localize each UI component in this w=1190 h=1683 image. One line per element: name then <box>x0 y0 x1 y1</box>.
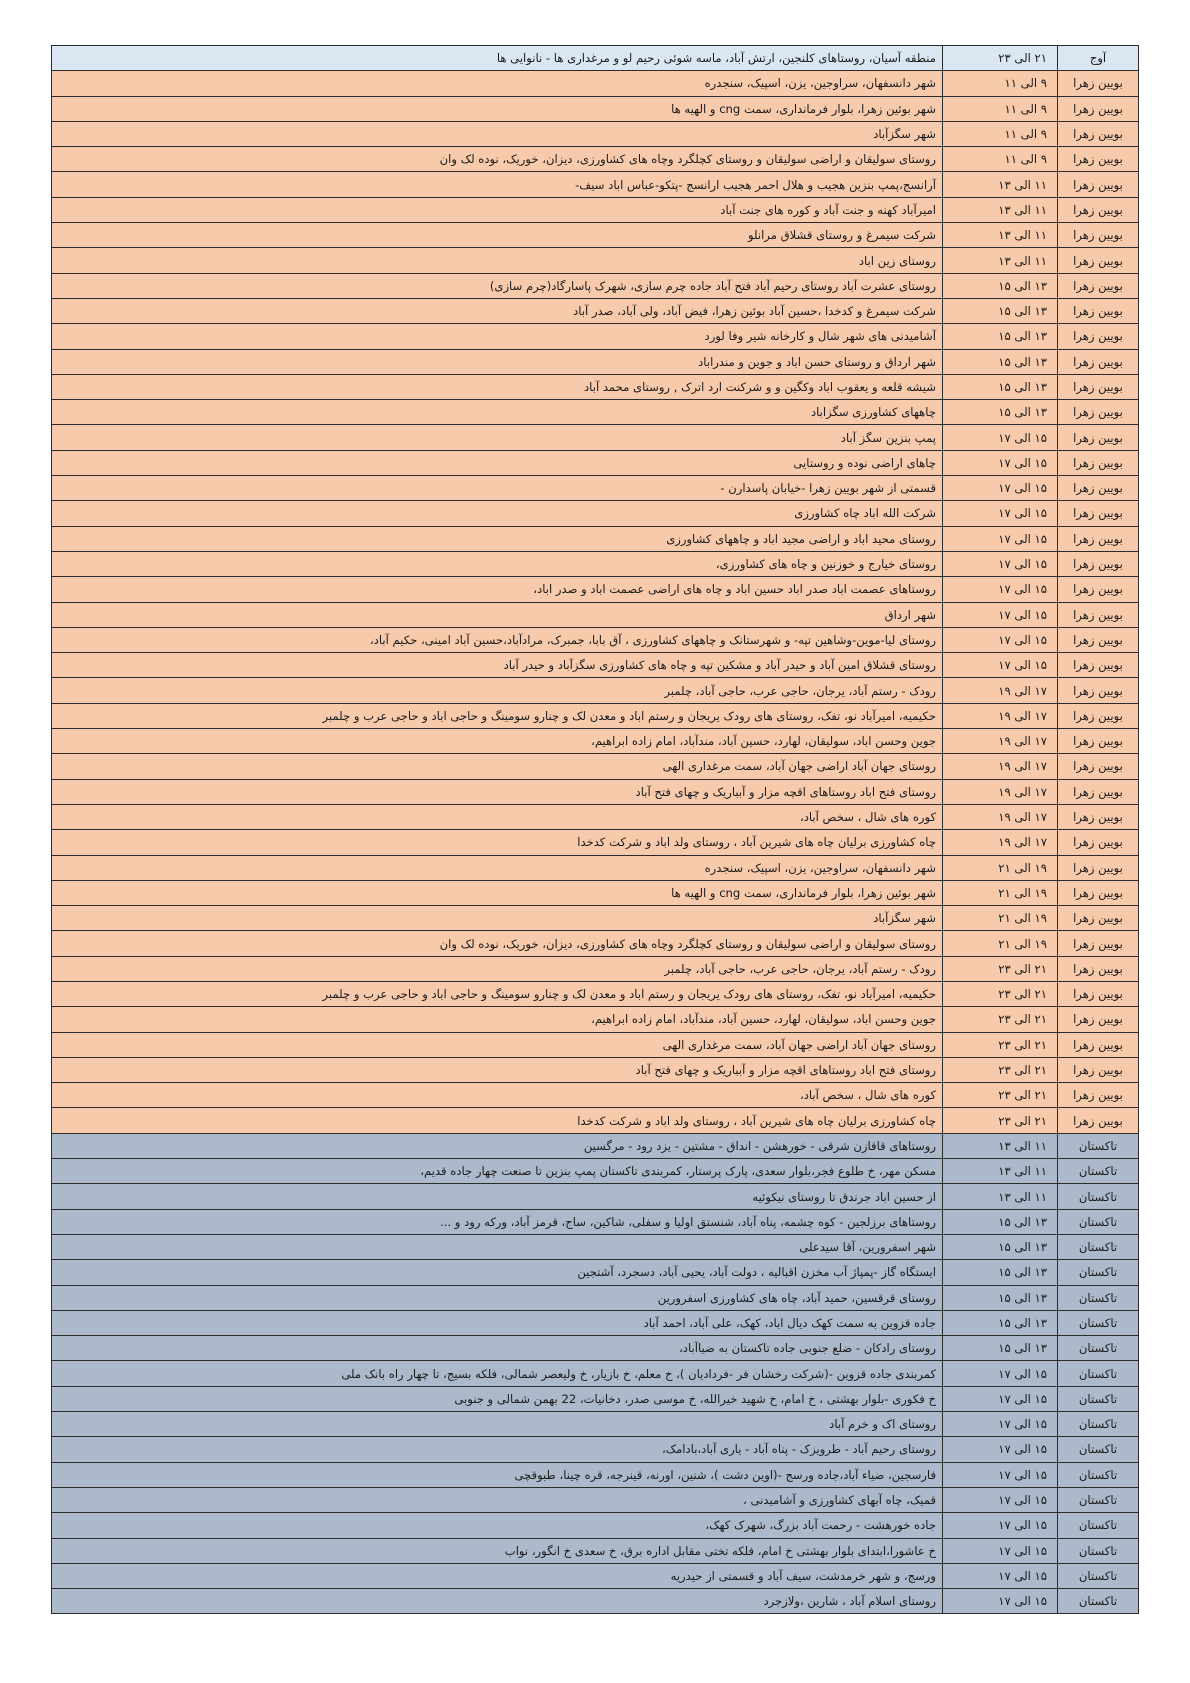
city-cell: تاکستان <box>1058 1538 1139 1563</box>
table-row <box>52 1310 1139 1335</box>
city-cell: تاکستان <box>1058 1437 1139 1462</box>
area-cell: روستای سولیقان و اراضی سولیقان و روستای کچلگرد وچاه های کشاورزی، دیزان، خوریک، نوده لک وان <box>52 147 943 172</box>
time-range-cell: ۱۷ الی ۱۹ <box>943 830 1058 855</box>
time-range-cell: ۱۵ الی ۱۷ <box>943 450 1058 475</box>
area-cell: شهر سگزآباد <box>52 906 943 931</box>
area-cell: شرکت سیمرغ و کدخدا ،حسین آباد بوئین زهرا، فیض آباد، ولی آباد، صدر آباد <box>52 298 943 323</box>
area-cell: روستای جهان آباد اراضی جهان آباد، سمت مرغداری الهی <box>52 754 943 779</box>
city-cell: بویین زهرا <box>1058 273 1139 298</box>
city-cell: تاکستان <box>1058 1462 1139 1487</box>
area-cell: شهر دانسفهان، سراوجین، یزن، اسپیک، سنجدره <box>52 71 943 96</box>
area-cell: شهر ارداق <box>52 602 943 627</box>
area-cell: شیشه قلعه و یعقوب اباد وکگین و و شرکنت ارد اترک , روستای محمد آباد <box>52 374 943 399</box>
table-row <box>52 425 1139 450</box>
time-range-cell: ۹ الی ۱۱ <box>943 147 1058 172</box>
area-cell: شرکت سیمرغ و روستای قشلاق مرانلو <box>52 223 943 248</box>
table-row <box>52 1032 1139 1057</box>
city-cell: بویین زهرا <box>1058 703 1139 728</box>
city-cell: بویین زهرا <box>1058 981 1139 1006</box>
city-cell: تاکستان <box>1058 1184 1139 1209</box>
city-cell: بویین زهرا <box>1058 931 1139 956</box>
city-cell: تاکستان <box>1058 1159 1139 1184</box>
table-row <box>52 703 1139 728</box>
time-range-cell: ۲۱ الی ۲۳ <box>943 1057 1058 1082</box>
area-cell: پمپ بنزین سگز آباد <box>52 425 943 450</box>
area-cell: آرانسج،پمپ بنزین هجیب و هلال احمر هجیب ارانسج -پتکو-عباس اباد سیف- <box>52 172 943 197</box>
table-row <box>52 1487 1139 1512</box>
table-row <box>52 324 1139 349</box>
time-range-cell: ۱۵ الی ۱۷ <box>943 1437 1058 1462</box>
table-row <box>52 1386 1139 1411</box>
area-cell: روستای لیا-موین-وشاهین تپه- و شهرستانک و چاههای کشاورزی ، آق بابا، جمبرک، مرادآباد،حسین آباد امینی، حکیم آباد، <box>52 627 943 652</box>
table-row <box>52 121 1139 146</box>
city-cell: بویین زهرا <box>1058 577 1139 602</box>
table-row <box>52 197 1139 222</box>
time-range-cell: ۱۱ الی ۱۳ <box>943 1184 1058 1209</box>
table-row <box>52 1589 1139 1614</box>
table-row <box>52 627 1139 652</box>
area-cell: روستای اک و خرم آباد <box>52 1412 943 1437</box>
time-range-cell: ۲۱ الی ۲۳ <box>943 1032 1058 1057</box>
time-range-cell: ۹ الی ۱۱ <box>943 96 1058 121</box>
time-range-cell: ۱۱ الی ۱۳ <box>943 223 1058 248</box>
table-row-header <box>52 46 1139 71</box>
city-cell: بویین زهرا <box>1058 602 1139 627</box>
time-range-cell: ۱۵ الی ۱۷ <box>943 526 1058 551</box>
time-range-cell: ۱۷ الی ۱۹ <box>943 703 1058 728</box>
area-cell: قمیک، چاه آبهای کشاورزی و آشامیدنی ، <box>52 1487 943 1512</box>
table-row <box>52 729 1139 754</box>
time-range-cell: ۱۵ الی ۱۷ <box>943 577 1058 602</box>
outage-schedule-body <box>52 46 1139 1614</box>
table-row <box>52 476 1139 501</box>
table-row <box>52 981 1139 1006</box>
table-row <box>52 1260 1139 1285</box>
area-cell: کوره های شال ، سخص آباد، <box>52 1083 943 1108</box>
area-cell: ایستگاه گاز -پمپاژ آب مخزن اقبالیه ، دولت آباد، یحیی آباد، دسجرد، آشتجین <box>52 1260 943 1285</box>
area-cell: روستای قشلاق امین آباد و حیدر آباد و مشکین تپه و چاه های کشاورزی سگزآباد و حیدر آباد <box>52 653 943 678</box>
area-cell: فارسجین، ضیاء آباد،جاده ورسج -(اوین دشت )، شنین، اورنه، قینرجه، قره چینا، طبوقچی <box>52 1462 943 1487</box>
time-range-cell: ۱۵ الی ۱۷ <box>943 1589 1058 1614</box>
city-cell: تاکستان <box>1058 1133 1139 1158</box>
city-cell: بویین زهرا <box>1058 248 1139 273</box>
city-cell: بویین زهرا <box>1058 1108 1139 1133</box>
time-range-cell: ۱۵ الی ۱۷ <box>943 627 1058 652</box>
time-range-cell: ۱۵ الی ۱۷ <box>943 1462 1058 1487</box>
table-row <box>52 1184 1139 1209</box>
city-cell: بویین زهرا <box>1058 1057 1139 1082</box>
city-cell: بویین زهرا <box>1058 172 1139 197</box>
table-row <box>52 374 1139 399</box>
city-cell: تاکستان <box>1058 1563 1139 1588</box>
time-range-cell: ۱۹ الی ۲۱ <box>943 906 1058 931</box>
area-cell: آشامیدنی های شهر شال و کارخانه شیر وفا لورد <box>52 324 943 349</box>
table-row <box>52 1513 1139 1538</box>
time-range-cell: ۲۱ الی ۲۳ <box>943 1083 1058 1108</box>
area-cell: جوین وحسن اباد، سولیقان، لهارد، حسین آباد، مندآباد، امام زاده ابراهیم، <box>52 1007 943 1032</box>
time-range-cell: ۱۳ الی ۱۵ <box>943 400 1058 425</box>
table-row <box>52 779 1139 804</box>
time-range-cell: ۱۵ الی ۱۷ <box>943 1412 1058 1437</box>
area-cell: قسمتی از شهر بویین زهرا -خیابان پاسدارن - <box>52 476 943 501</box>
city-cell: بویین زهرا <box>1058 830 1139 855</box>
table-row <box>52 678 1139 703</box>
time-range-cell: ۱۵ الی ۱۷ <box>943 1487 1058 1512</box>
city-cell: بویین زهرا <box>1058 653 1139 678</box>
table-row <box>52 653 1139 678</box>
area-cell: روستای سولیقان و اراضی سولیقان و روستای کچلگرد وچاه های کشاورزی، دیزان، خوریک، نوده لک وان <box>52 931 943 956</box>
area-cell: چاهای اراضی نوده و روستایی <box>52 450 943 475</box>
area-cell: ورسج، و شهر خرمدشت، سیف آباد و قسمتی از حیدریه <box>52 1563 943 1588</box>
time-range-cell: ۱۵ الی ۱۷ <box>943 1538 1058 1563</box>
city-cell: بویین زهرا <box>1058 96 1139 121</box>
time-range-cell: ۱۳ الی ۱۵ <box>943 1336 1058 1361</box>
table-row <box>52 1007 1139 1032</box>
time-range-cell: ۱۵ الی ۱۷ <box>943 1563 1058 1588</box>
city-cell: بویین زهرا <box>1058 779 1139 804</box>
city-cell: بویین زهرا <box>1058 627 1139 652</box>
city-cell: بویین زهرا <box>1058 855 1139 880</box>
city-cell: بویین زهرا <box>1058 324 1139 349</box>
area-cell: رودک - رستم آباد، یرجان، حاجی عرب، حاجی آباد، چلمبر <box>52 956 943 981</box>
city-cell: بویین زهرا <box>1058 425 1139 450</box>
time-range-cell: ۱۱ الی ۱۳ <box>943 1133 1058 1158</box>
area-cell: روستای جهان آباد اراضی جهان آباد، سمت مرغداری الهی <box>52 1032 943 1057</box>
time-range-cell: ۱۵ الی ۱۷ <box>943 1386 1058 1411</box>
city-cell: بویین زهرا <box>1058 678 1139 703</box>
area-cell: حکیمیه، امیرآباد نو، تفک، روستای های رودک یریجان و رستم اباد و معدن لک و چنارو سومینگ و حاجی اباد و حاجی عرب و چلمبر <box>52 703 943 728</box>
city-cell: بویین زهرا <box>1058 880 1139 905</box>
time-range-cell: ۱۳ الی ۱۵ <box>943 1260 1058 1285</box>
table-row <box>52 906 1139 931</box>
area-cell: روستای فتح اباد روستاهای اقچه مزار و آبباریک و چهای فتح آباد <box>52 779 943 804</box>
table-row <box>52 804 1139 829</box>
time-range-cell: ۲۱ الی ۲۳ <box>943 956 1058 981</box>
area-cell: روستای فتح اباد روستاهای اقچه مزار و آبباریک و چهای فتح آباد <box>52 1057 943 1082</box>
time-range-cell: ۱۵ الی ۱۷ <box>943 551 1058 576</box>
area-cell: روستای رحیم آباد - طرویزک - پناه آباد - یاری آباد،بادامک، <box>52 1437 943 1462</box>
area-cell: روستای محید اباد و اراضی مجید اباد و چاههای کشاورزی <box>52 526 943 551</box>
time-range-cell: ۱۷ الی ۱۹ <box>943 779 1058 804</box>
time-range-cell: ۱۵ الی ۱۷ <box>943 1361 1058 1386</box>
time-range-cell: ۱۳ الی ۱۵ <box>943 1310 1058 1335</box>
time-range-cell: ۱۵ الی ۱۷ <box>943 501 1058 526</box>
time-range-cell: ۹ الی ۱۱ <box>943 71 1058 96</box>
area-cell: جاده قزوین به سمت کهک دیال اباد، کهک، علی آباد، احمد آباد <box>52 1310 943 1335</box>
area-cell: مسکن مهر، خ طلوع فجر،بلوار سعدی، پارک پرستار، کمربندی تاکستان پمپ بنزین تا صنعت چهار جاده قدیم، <box>52 1159 943 1184</box>
time-range-cell: ۲۱ الی ۲۳ <box>943 1108 1058 1133</box>
city-cell: بویین زهرا <box>1058 1083 1139 1108</box>
table-row <box>52 931 1139 956</box>
city-cell: بویین زهرا <box>1058 298 1139 323</box>
table-row <box>52 1538 1139 1563</box>
table-row <box>52 147 1139 172</box>
city-cell: بویین زهرا <box>1058 147 1139 172</box>
city-cell: تاکستان <box>1058 1589 1139 1614</box>
city-cell: بویین زهرا <box>1058 71 1139 96</box>
time-range-cell: ۱۹ الی ۲۱ <box>943 855 1058 880</box>
city-cell: تاکستان <box>1058 1285 1139 1310</box>
city-cell: تاکستان <box>1058 1487 1139 1512</box>
table-row <box>52 830 1139 855</box>
time-range-cell: ۱۷ الی ۱۹ <box>943 678 1058 703</box>
area-cell: شهر سگزآباد <box>52 121 943 146</box>
table-row <box>52 1133 1139 1158</box>
table-row <box>52 956 1139 981</box>
table-row <box>52 501 1139 526</box>
time-range-cell: ۱۱ الی ۱۳ <box>943 197 1058 222</box>
table-row <box>52 1108 1139 1133</box>
area-cell: از حسین اباد جرندق تا روستای نیکوئیه <box>52 1184 943 1209</box>
area-cell: کمربندی جاده قزوین -(شرکت رخشان فر -فردادیان )، خ معلم، خ بازیار، خ ولیعصر شمالی، فلکه بسیج، تا چهار راه بانک ملی <box>52 1361 943 1386</box>
city-cell: بویین زهرا <box>1058 1032 1139 1057</box>
area-cell: شهر بوئین زهرا، بلوار فرمانداری، سمت cng و الهیه ها <box>52 96 943 121</box>
table-row <box>52 349 1139 374</box>
table-row <box>52 855 1139 880</box>
table-row <box>52 577 1139 602</box>
city-cell: تاکستان <box>1058 1386 1139 1411</box>
city-cell: بویین زهرا <box>1058 956 1139 981</box>
city-cell: بویین زهرا <box>1058 906 1139 931</box>
time-range-cell: ۱۵ الی ۱۷ <box>943 476 1058 501</box>
area-cell: روستای قرقسین، حمید آباد، چاه های کشاورزی اسفرورین <box>52 1285 943 1310</box>
table-row <box>52 298 1139 323</box>
city-cell: بویین زهرا <box>1058 526 1139 551</box>
table-row <box>52 223 1139 248</box>
time-range-cell: ۱۵ الی ۱۷ <box>943 653 1058 678</box>
city-cell: بویین زهرا <box>1058 349 1139 374</box>
area-cell: شهر بوئین زهرا، بلوار فرمانداری، سمت cng و الهیه ها <box>52 880 943 905</box>
time-range-cell: ۱۹ الی ۲۱ <box>943 880 1058 905</box>
time-range-cell: ۱۷ الی ۱۹ <box>943 804 1058 829</box>
time-range-cell: ۱۳ الی ۱۵ <box>943 298 1058 323</box>
time-range-cell: ۱۷ الی ۱۹ <box>943 729 1058 754</box>
city-cell: بویین زهرا <box>1058 501 1139 526</box>
area-cell: روستاهای قاقازن شرقی - خورهشن - انداق - مشتین - یزد رود - مرگسین <box>52 1133 943 1158</box>
city-cell: تاکستان <box>1058 1336 1139 1361</box>
time-range-cell: ۱۵ الی ۱۷ <box>943 1513 1058 1538</box>
time-range-cell: ۱۹ الی ۲۱ <box>943 931 1058 956</box>
table-row <box>52 602 1139 627</box>
table-row <box>52 1412 1139 1437</box>
table-row <box>52 754 1139 779</box>
table-row <box>52 526 1139 551</box>
city-cell: تاکستان <box>1058 1513 1139 1538</box>
table-row <box>52 880 1139 905</box>
time-range-cell: ۱۵ الی ۱۷ <box>943 602 1058 627</box>
city-cell: بویین زهرا <box>1058 450 1139 475</box>
table-row <box>52 551 1139 576</box>
area-cell: خ عاشورا،ابتدای بلوار بهشتی خ امام، فلکه تختی مقابل اداره برق، خ سعدی خ انگور، نواب <box>52 1538 943 1563</box>
area-cell: امیرآباد کهنه و جنت آباد و کوره های جنت آباد <box>52 197 943 222</box>
area-cell: روستای اسلام آباد ، شارین ،ولازجرد <box>52 1589 943 1614</box>
city-cell: بویین زهرا <box>1058 1007 1139 1032</box>
time-range-cell: ۱۳ الی ۱۵ <box>943 1234 1058 1259</box>
time-range-cell: ۱۳ الی ۱۵ <box>943 374 1058 399</box>
time-range-cell: ۲۱ الی ۲۳ <box>943 46 1058 71</box>
time-range-cell: ۱۳ الی ۱۵ <box>943 349 1058 374</box>
time-range-cell: ۱۷ الی ۱۹ <box>943 754 1058 779</box>
table-row <box>52 1437 1139 1462</box>
city-cell: تاکستان <box>1058 1234 1139 1259</box>
area-cell: جوین وحسن اباد، سولیقان، لهارد، حسین آباد، مندآباد، امام زاده ابراهیم، <box>52 729 943 754</box>
table-row <box>52 1336 1139 1361</box>
area-cell: چاه کشاورزی برلیان چاه های شیرین آباد ، روستای ولد اباد و شرکت کدخدا <box>52 1108 943 1133</box>
city-cell: بویین زهرا <box>1058 374 1139 399</box>
city-cell: بویین زهرا <box>1058 476 1139 501</box>
time-range-cell: ۱۱ الی ۱۳ <box>943 1159 1058 1184</box>
area-cell: چاه کشاورزی برلیان چاه های شیرین آباد ، روستای ولد اباد و شرکت کدخدا <box>52 830 943 855</box>
area-cell: روستای رادکان - ضلع جنوبی جاده تاکستان به ضیاآباد، <box>52 1336 943 1361</box>
area-cell: شهر ارداق و روستای حسن اباد و جوین و مندراباد <box>52 349 943 374</box>
city-cell: آوج <box>1058 46 1139 71</box>
area-cell: روستای عشرت آباد روستای رحیم آباد فتح آباد جاده چرم سازی، شهرک پاسارگاد(چرم سازی) <box>52 273 943 298</box>
time-range-cell: ۱۳ الی ۱۵ <box>943 1285 1058 1310</box>
table-row <box>52 1234 1139 1259</box>
time-range-cell: ۱۳ الی ۱۵ <box>943 1209 1058 1234</box>
city-cell: بویین زهرا <box>1058 754 1139 779</box>
area-cell: چاههای کشاورزی سگزاباد <box>52 400 943 425</box>
area-cell: شرکت الله اباد چاه کشاورزی <box>52 501 943 526</box>
time-range-cell: ۹ الی ۱۱ <box>943 121 1058 146</box>
time-range-cell: ۱۳ الی ۱۵ <box>943 273 1058 298</box>
city-cell: بویین زهرا <box>1058 804 1139 829</box>
city-cell: تاکستان <box>1058 1310 1139 1335</box>
area-cell: منطقه آسیان، روستاهای کلنجین، ارتش آباد، ماسه شوئی رحیم لو و مرغداری ها - نانوایی ها <box>52 46 943 71</box>
table-row <box>52 248 1139 273</box>
table-row <box>52 1361 1139 1386</box>
time-range-cell: ۱۱ الی ۱۳ <box>943 248 1058 273</box>
table-row <box>52 71 1139 96</box>
time-range-cell: ۱۳ الی ۱۵ <box>943 324 1058 349</box>
table-row <box>52 1285 1139 1310</box>
area-cell: شهر اسفرورین، آقا سیدعلی <box>52 1234 943 1259</box>
table-row <box>52 172 1139 197</box>
area-cell: حکیمیه، امیرآباد نو، تفک، روستای های رودک یریجان و رستم اباد و معدن لک و چنارو سومینگ و حاجی اباد و حاجی عرب و چلمبر <box>52 981 943 1006</box>
city-cell: بویین زهرا <box>1058 551 1139 576</box>
city-cell: بویین زهرا <box>1058 121 1139 146</box>
city-cell: بویین زهرا <box>1058 197 1139 222</box>
city-cell: بویین زهرا <box>1058 729 1139 754</box>
table-row <box>52 273 1139 298</box>
time-range-cell: ۲۱ الی ۲۳ <box>943 1007 1058 1032</box>
time-range-cell: ۱۱ الی ۱۳ <box>943 172 1058 197</box>
area-cell: روستاهای عصمت اباد صدر اباد حسین اباد و چاه های اراضی عصمت اباد و صدر اباد، <box>52 577 943 602</box>
table-row <box>52 400 1139 425</box>
outage-schedule-table <box>51 45 1139 1614</box>
table-row <box>52 1209 1139 1234</box>
city-cell: تاکستان <box>1058 1361 1139 1386</box>
table-row <box>52 1083 1139 1108</box>
area-cell: رودک - رستم آباد، یرجان، حاجی عرب، حاجی آباد، چلمبر <box>52 678 943 703</box>
time-range-cell: ۱۵ الی ۱۷ <box>943 425 1058 450</box>
table-row <box>52 1057 1139 1082</box>
table-row <box>52 1563 1139 1588</box>
city-cell: بویین زهرا <box>1058 400 1139 425</box>
table-row <box>52 1159 1139 1184</box>
table-row <box>52 450 1139 475</box>
area-cell: جاده خورهشت - رحمت آباد بزرگ، شهرک کهک، <box>52 1513 943 1538</box>
area-cell: شهر دانسفهان، سراوجین، یزن، اسپیک، سنجدره <box>52 855 943 880</box>
area-cell: روستاهای برزلجین - کوه چشمه، پناه آباد، شنستق اولیا و سفلی، شاکین، ساج، قرمز آباد، ورکه رود و ... <box>52 1209 943 1234</box>
table-row <box>52 96 1139 121</box>
city-cell: تاکستان <box>1058 1260 1139 1285</box>
area-cell: روستای خیارج و خوزنین و چاه های کشاورزی، <box>52 551 943 576</box>
time-range-cell: ۲۱ الی ۲۳ <box>943 981 1058 1006</box>
city-cell: تاکستان <box>1058 1209 1139 1234</box>
table-row <box>52 1462 1139 1487</box>
area-cell: کوره های شال ، سخص آباد، <box>52 804 943 829</box>
city-cell: تاکستان <box>1058 1412 1139 1437</box>
area-cell: خ فکوری -بلوار بهشتی ، خ امام، خ شهید خیرالله، خ موسی صدر، دخانیات، 22 بهمن شمالی و جنوبی <box>52 1386 943 1411</box>
city-cell: بویین زهرا <box>1058 223 1139 248</box>
area-cell: روستای زین اباد <box>52 248 943 273</box>
